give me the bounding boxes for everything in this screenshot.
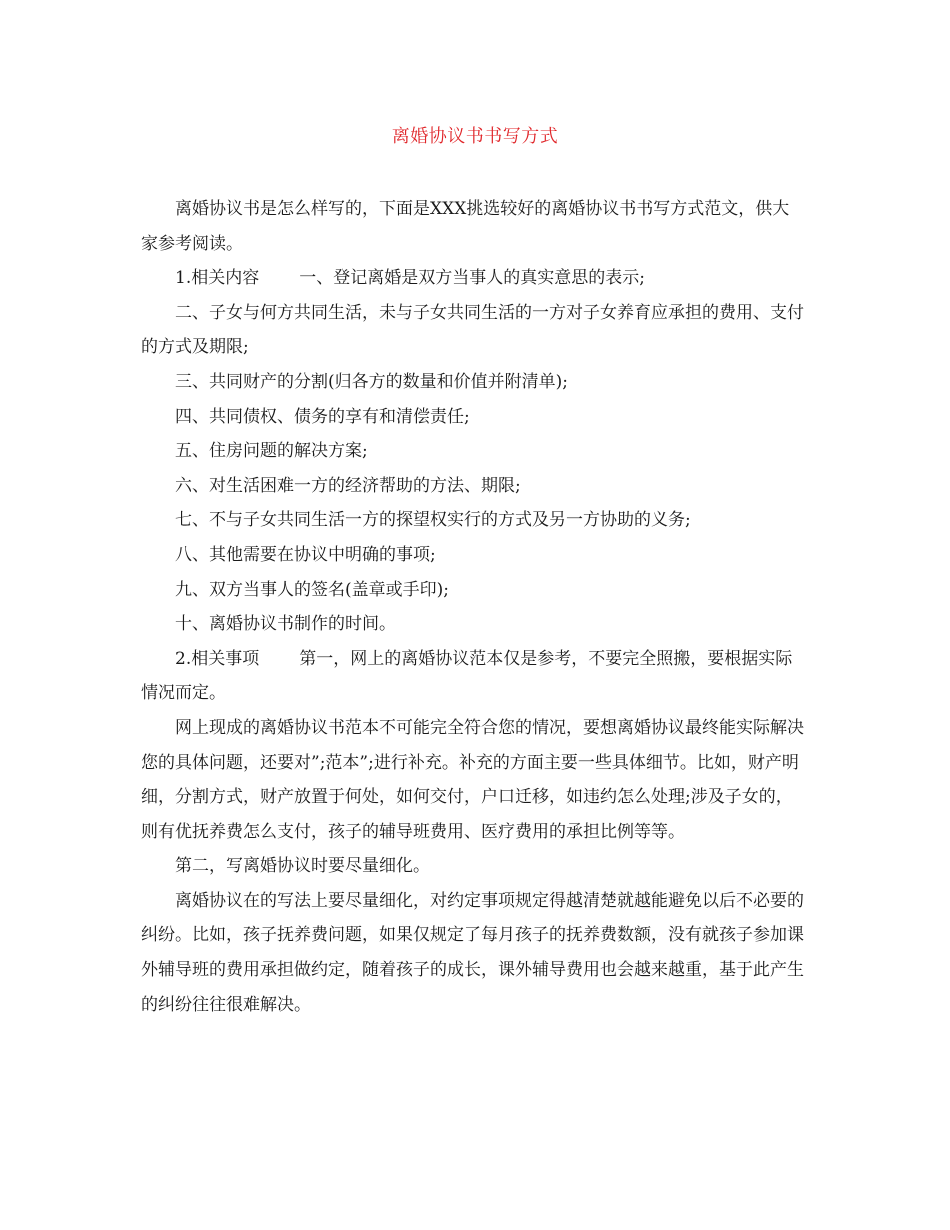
list-item-10: 十、离婚协议书制作的时间。 [175, 614, 396, 635]
document-title: 离婚协议书书写方式 [391, 126, 559, 147]
list-item-5: 五、住房问题的解决方案; [175, 441, 368, 462]
section-label-2: 2.相关事项 [175, 648, 260, 669]
paragraph-template-supplement: 网上现成的离婚协议书范本不可能完全符合您的情况，要想离婚协议最终能实际解决您的具体问题，还要对”;范本”;进行补充。补充的方面主要一些具体细节。比如，财产明细，分割方式，财产放置于何处，如何交付，户口迁移，如违约怎么处理;涉及子女的，则有优抚养费怎么支付，孩子的辅导班费用、医疗费用的承担比例等等。 [141, 717, 804, 842]
list-item-9: 九、双方当事人的签名(盖章或手印); [175, 579, 449, 600]
paragraph-second-point: 第二，写离婚协议时要尽量细化。 [175, 856, 430, 877]
paragraph-detail: 离婚协议在的写法上要尽量细化，对约定事项规定得越清楚就越能避免以后不必要的纠纷。比如，孩子抚养费问题，如果仅规定了每月孩子的抚养费数额，没有就孩子参加课外辅导班的费用承担做约定，随着孩子的成长，课外辅导费用也会越来越重，基于此产生的纠纷往往很难解决。 [141, 890, 804, 1015]
paragraph-section-1 [141, 261, 806, 296]
list-item-4: 四、共同债权、债务的享有和清偿责任; [175, 406, 470, 427]
list-item-2: 二、子女与何方共同生活，未与子女共同生活的一方对子女养育应承担的费用、支付的方式及期限; [141, 302, 804, 358]
list-item-7: 七、不与子女共同生活一方的探望权实行的方式及另一方协助的义务; [175, 510, 691, 531]
paragraph-intro: 离婚协议书是怎么样写的，下面是XXX挑选较好的离婚协议书书写方式范文，供大家参考阅读。 [141, 199, 790, 254]
section-label-1: 1.相关内容 [175, 268, 260, 289]
list-item-3: 三、共同财产的分割(归各方的数量和价值并附清单); [175, 371, 568, 392]
paragraph-first-point: 第一，网上的离婚协议范本仅是参考，不要完全照搬，要根据实际情况而定。 [141, 648, 793, 704]
list-item-6: 六、对生活困难一方的经济帮助的方法、期限; [175, 475, 521, 496]
list-item-8: 八、其他需要在协议中明确的事项; [175, 544, 436, 565]
document-body [141, 192, 806, 1022]
paragraph-section-2 [141, 642, 806, 711]
list-item-1: 一、登记离婚是双方当事人的真实意思的表示; [299, 268, 645, 289]
